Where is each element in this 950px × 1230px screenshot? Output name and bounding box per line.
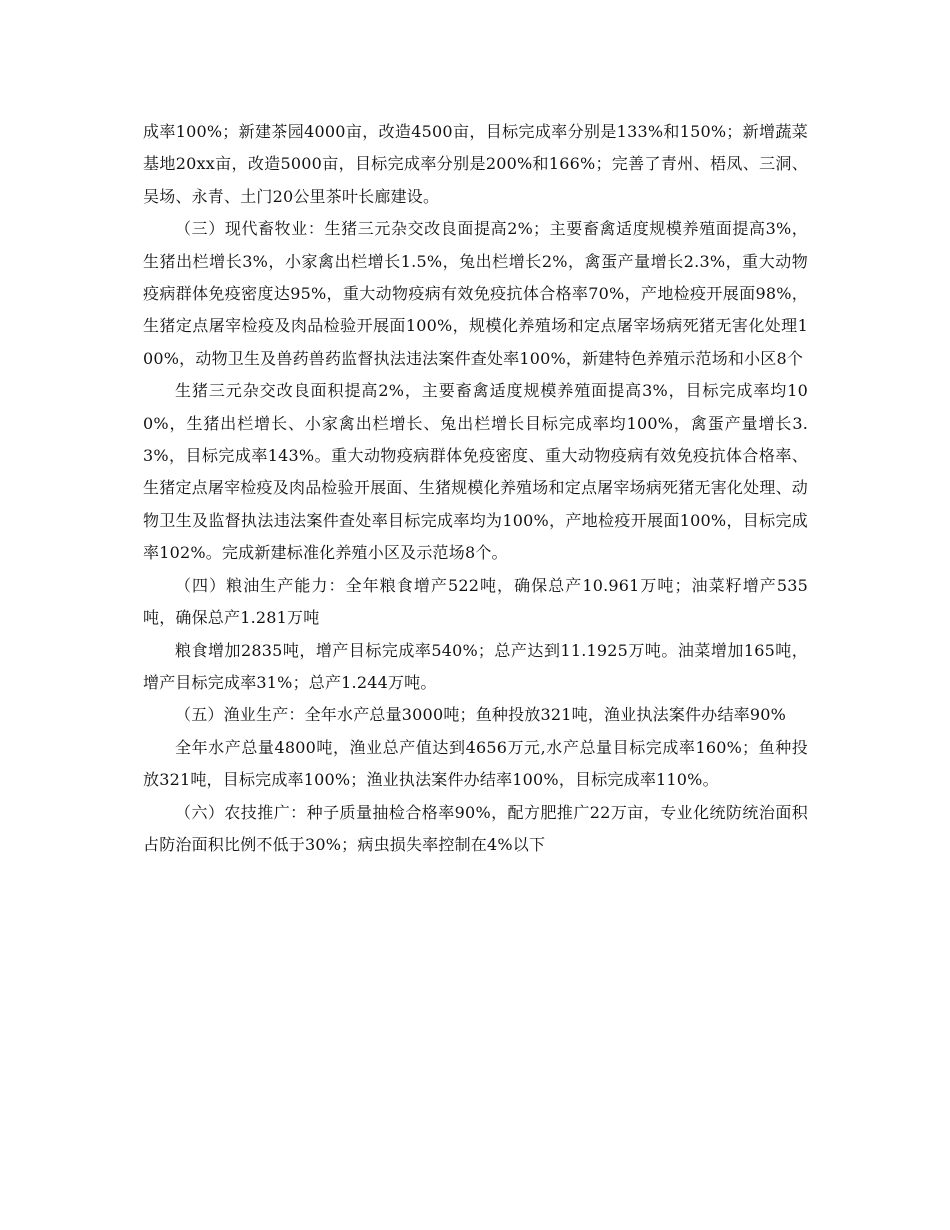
paragraph-fishery-results: 全年水产总量4800吨，渔业总产值达到4656万元,水产总量目标完成率160%；鱼种投放321吨，目标完成率100%；渔业执法案件办结率100%，目标完成率110%。	[143, 737, 808, 790]
paragraph-livestock-results: 生猪三元杂交改良面积提高2%，主要畜禽适度规模养殖面提高3%，目标完成率均100%，生猪出栏增长、小家禽出栏增长、兔出栏增长目标完成率均100%，禽蛋产量增长3.3%，目标完成率143%。重大动物疫病群体免疫密度、重大动物疫病有效免疫抗体合格率、生猪定点屠宰检疫及肉品检验开展面、生猪规模化养殖场和定点屠宰场病死猪无害化处理、动物卫生及监督执法违法案件查处率目标完成率均为100%，产地检疫开展面100%，目标完成率102%。完成新建标准化养殖小区及示范场8个。	[143, 381, 808, 563]
paragraph-grain-oil-targets: （四）粮油生产能力：全年粮食增产522吨，确保总产10.961万吨；油菜籽增产535吨，确保总产1.281万吨	[143, 575, 808, 628]
paragraph-tea-vegetable-results: 成率100%；新建茶园4000亩，改造4500亩，目标完成率分别是133%和150%；新增蔬菜基地20xx亩，改造5000亩，目标完成率分别是200%和166%；完善了青州、梧凤、三洞、吴场、永青、土门20公里茶叶长廊建设。	[143, 122, 808, 206]
paragraph-fishery-targets: （五）渔业生产：全年水产总量3000吨；鱼种投放321吨，渔业执法案件办结率90%	[175, 705, 787, 725]
document-body	[143, 116, 808, 861]
paragraph-livestock-targets: （三）现代畜牧业：生猪三元杂交改良面提高2%；主要畜禽适度规模养殖面提高3%，生猪出栏增长3%，小家禽出栏增长1.5%，兔出栏增长2%，禽蛋产量增长2.3%，重大动物疫病群体免疫密度达95%，重大动物疫病有效免疫抗体合格率70%，产地检疫开展面98%，生猪定点屠宰检疫及肉品检验开展面100%，规模化养殖场和定点屠宰场病死猪无害化处理100%，动物卫生及兽药兽药监督执法违法案件查处率100%，新建特色养殖示范场和小区8个	[143, 219, 808, 368]
paragraph-grain-oil-results: 粮食增加2835吨，增产目标完成率540%；总产达到11.1925万吨。油菜增加165吨，增产目标完成率31%；总产1.244万吨。	[143, 640, 808, 692]
paragraph-agri-tech-targets: （六）农技推广：种子质量抽检合格率90%，配方肥推广22万亩，专业化统防统治面积占防治面积比例不低于30%；病虫损失率控制在4%以下	[143, 802, 808, 854]
